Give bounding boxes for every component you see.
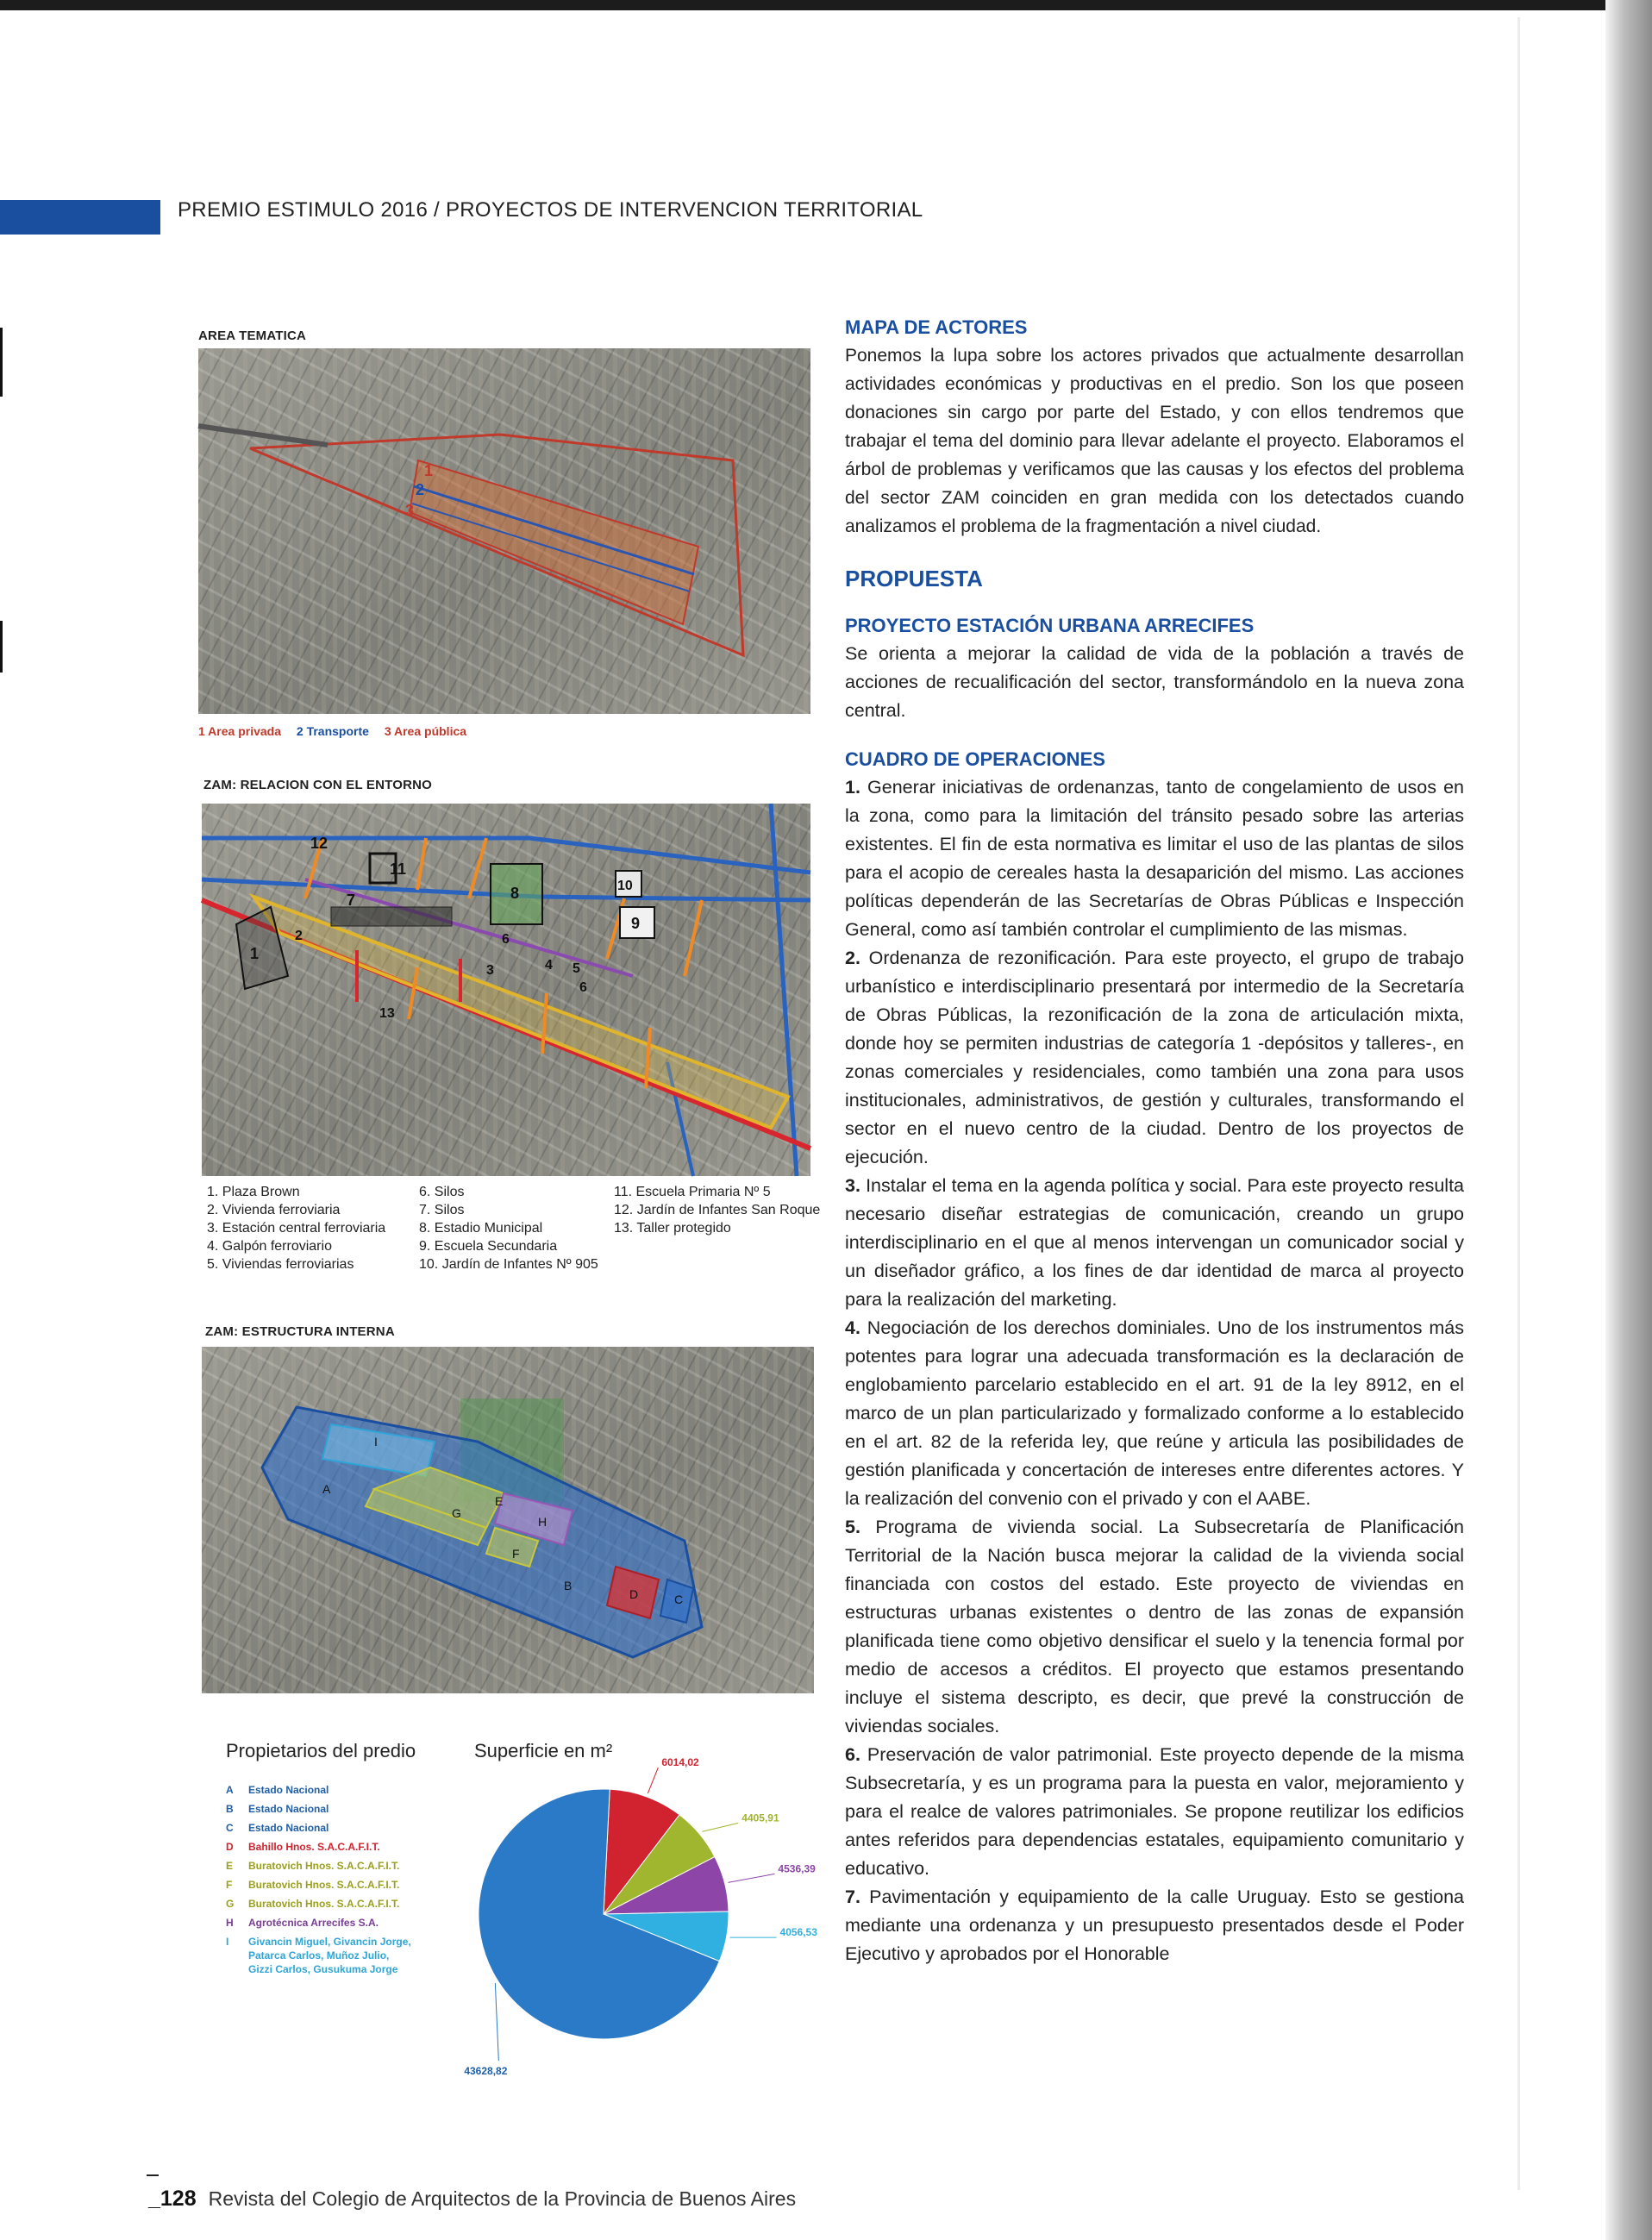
owner-letter: I bbox=[226, 1936, 229, 1948]
map-label-12: 12 bbox=[310, 835, 329, 852]
area-mark-2: 2 bbox=[416, 481, 425, 498]
owner-name: Agrotécnica Arrecifes S.A. bbox=[248, 1917, 379, 1929]
area-mark-3: 3 bbox=[405, 502, 415, 519]
owner-name: Buratovich Hnos. S.A.C.A.F.I.T. bbox=[248, 1860, 400, 1872]
operation-num: 7. bbox=[845, 1886, 860, 1907]
legend-label-area-privada: Area privada bbox=[208, 724, 281, 738]
figure-caption-relacion-entorno: ZAM: RELACION CON EL ENTORNO bbox=[203, 778, 433, 792]
legend-label-transporte: Transporte bbox=[306, 724, 369, 738]
heading-proyecto-estacion: PROYECTO ESTACIÓN URBANA ARRECIFES bbox=[845, 615, 1255, 636]
pie-value-label: 4056,53 bbox=[779, 1926, 817, 1939]
landmark-item: 7. Silos bbox=[419, 1203, 465, 1217]
operation-num: 5. bbox=[845, 1517, 860, 1537]
section-accent-bar bbox=[0, 200, 160, 235]
landmark-list-col3 bbox=[614, 1183, 820, 1237]
landmark-list-col1 bbox=[207, 1183, 385, 1273]
owner-row bbox=[226, 1935, 411, 1949]
operation-body: Pavimentación y equipamiento de la calle Uruguay. Esto se gestiona mediante una ordenanza y un presupuesto presentados desde el Poder Ejecutivo y aprobados por el Honorable bbox=[845, 1886, 1464, 1964]
operation-body: Generar iniciativas de ordenanzas, tanto de congelamiento de usos en la zona, como para la limitación del tránsito pesado sobre las arterias existentes. El fin de esta normativa es limitar el uso de las plantas de silos para el acopio de cereales hasta la desaparición del mismo. Las acciones políticas dependerán de las Secretarías de Obras Públicas e Inspección General, como así también controlar el cumplimiento de las mismas. bbox=[845, 777, 1464, 940]
operation-body: Instalar el tema en la agenda política y social. Para este proyecto resulta necesario diseñar estrategias de comunicación, creando un grupo interdisciplinario en el que al menos intervengan un comunicador social y un diseñador gráfico, a los fines de dar identidad de marca al proyecto para la realización del marketing. bbox=[845, 1175, 1464, 1310]
operation-body: Programa de vivienda social. La Subsecretaría de Planificación Territorial de la Nación busca mejorar la calidad de la vivienda social financiada con costos del estado. Este proyecto de viviendas en estructuras urbanas existentes o dentro de las zonas de expansión planificada tiene como objetivo densificar el suelo y la tenencia formal por medio de accesos a créditos. El proyecto que estamos presentando incluye el sistema descripto, es decir, que prevé la construcción de viviendas sociales. bbox=[845, 1517, 1464, 1736]
landmark-item: 9. Escuela Secundaria bbox=[419, 1239, 558, 1254]
page-gutter bbox=[1605, 0, 1652, 2240]
zone-label-d: D bbox=[629, 1587, 639, 1601]
owner-row bbox=[226, 1802, 329, 1816]
owner-letter: D bbox=[226, 1841, 234, 1853]
owner-row bbox=[226, 1859, 399, 1873]
owner-row bbox=[226, 1821, 329, 1835]
page-footer bbox=[148, 2187, 796, 2212]
pie-leader-line bbox=[728, 1874, 774, 1882]
operation-num: 4. bbox=[845, 1317, 860, 1338]
aerial-photo-area-tematica bbox=[198, 348, 810, 714]
map-label-6a: 6 bbox=[502, 932, 510, 947]
pie-title: Superficie en m² bbox=[474, 1740, 613, 1761]
operation-item bbox=[845, 944, 1464, 1172]
owner-name: Gizzi Carlos, Gusukuma Jorge bbox=[248, 1963, 398, 1975]
top-edge bbox=[0, 0, 1652, 10]
owner-name: Estado Nacional bbox=[248, 1784, 329, 1796]
page-fold-line bbox=[1517, 17, 1520, 2190]
operation-item bbox=[845, 1513, 1464, 1741]
operation-num: 6. bbox=[845, 1744, 860, 1765]
owner-name: Bahillo Hnos. S.A.C.A.F.I.T. bbox=[248, 1841, 380, 1853]
owner-row bbox=[226, 1897, 399, 1911]
pie-chart-superficie bbox=[431, 1756, 828, 2078]
margin-mark bbox=[0, 621, 3, 673]
pie-leader-line bbox=[648, 1768, 658, 1793]
running-header: PREMIO ESTIMULO 2016 / PROYECTOS DE INTERVENCION TERRITORIAL bbox=[178, 198, 923, 222]
owner-letter: C bbox=[226, 1822, 234, 1834]
operation-num: 2. bbox=[845, 948, 860, 968]
owner-letter: G bbox=[226, 1898, 235, 1910]
owner-letter: A bbox=[226, 1784, 234, 1796]
owner-name: Estado Nacional bbox=[248, 1822, 329, 1834]
pie-value-label: 4405,91 bbox=[742, 1811, 779, 1824]
map-label-10: 10 bbox=[617, 879, 633, 893]
owner-letter: F bbox=[226, 1879, 233, 1891]
page-number: _128 bbox=[148, 2187, 197, 2211]
area-legend bbox=[198, 724, 466, 738]
footer-rule bbox=[147, 2174, 159, 2176]
owner-name: Estado Nacional bbox=[248, 1803, 329, 1815]
map-label-3: 3 bbox=[486, 963, 494, 978]
owners-title: Propietarios del predio bbox=[226, 1740, 416, 1761]
operation-num: 1. bbox=[845, 777, 860, 798]
landmark-item: 10. Jardín de Infantes Nº 905 bbox=[419, 1257, 598, 1272]
landmark-item: 12. Jardín de Infantes San Roque bbox=[614, 1203, 821, 1217]
owner-row bbox=[226, 1878, 399, 1892]
margin-mark bbox=[0, 328, 3, 397]
owner-letter: B bbox=[226, 1803, 234, 1815]
pie-leader-line bbox=[495, 1983, 498, 2061]
landmark-item: 3. Estación central ferroviaria bbox=[207, 1221, 386, 1236]
landmark-item: 4. Galpón ferroviario bbox=[207, 1239, 332, 1254]
owner-row bbox=[226, 1916, 379, 1930]
figure-caption-estructura-interna: ZAM: ESTRUCTURA INTERNA bbox=[205, 1324, 395, 1339]
operation-body: Negociación de los derechos dominiales. Uno de los instrumentos más potentes para lograr una adecuada transformación es la declaración de englobamiento parcelario establecido en el art. 91 de la ley 8912, en el marco de un plan particularizado y formalizado conforme a lo establecido en el art. 82 de la referida ley, que reúne y articula las posibilidades de gestión planificada y concertación de intereses entre diferentes actores. Y la realización del convenio con el privado y con el AABE. bbox=[845, 1317, 1464, 1509]
pie-leader-line bbox=[702, 1823, 738, 1831]
heading-propuesta: PROPUESTA bbox=[845, 566, 983, 591]
zone-label-e: E bbox=[495, 1494, 504, 1508]
owner-name: Patarca Carlos, Muñoz Julio, bbox=[248, 1949, 390, 1962]
heading-mapa-de-actores: MAPA DE ACTORES bbox=[845, 316, 1028, 338]
figure-caption-area-tematica: AREA TEMATICA bbox=[198, 328, 307, 343]
owner-name: Buratovich Hnos. S.A.C.A.F.I.T. bbox=[248, 1879, 400, 1891]
pie-value-label: 4536,39 bbox=[778, 1862, 816, 1875]
map-label-8: 8 bbox=[510, 885, 520, 902]
legend-num-3: 3 bbox=[384, 724, 391, 738]
landmark-item: 2. Vivienda ferroviaria bbox=[207, 1203, 341, 1217]
pie-value-label: 6014,02 bbox=[661, 1756, 699, 1769]
map-label-11: 11 bbox=[390, 860, 407, 878]
landmark-item: 8. Estadio Municipal bbox=[419, 1221, 543, 1236]
zone-label-b: B bbox=[564, 1579, 573, 1592]
operation-item bbox=[845, 773, 1464, 944]
article-column bbox=[845, 314, 1464, 1968]
zone-label-c: C bbox=[674, 1592, 684, 1606]
aerial-photo-relacion-entorno bbox=[202, 804, 810, 1176]
aerial-photo-estructura-interna bbox=[202, 1347, 814, 1693]
landmark-list-col2 bbox=[419, 1183, 598, 1273]
map-label-9: 9 bbox=[631, 915, 641, 932]
operation-item bbox=[845, 1314, 1464, 1513]
zone-label-a: A bbox=[322, 1482, 331, 1496]
owner-name: Givancin Miguel, Givancin Jorge, bbox=[248, 1936, 411, 1948]
map-label-5: 5 bbox=[573, 961, 580, 976]
paragraph-proyecto-estacion: Se orienta a mejorar la calidad de vida de la población a través de acciones de recualificación del sector, transformándolo en la nueva zona central. bbox=[845, 643, 1464, 721]
area-mark-1: 1 bbox=[424, 462, 434, 479]
map-label-4: 4 bbox=[545, 958, 553, 973]
landmark-item: 5. Viviendas ferroviarias bbox=[207, 1257, 354, 1272]
landmark-item: 11. Escuela Primaria Nº 5 bbox=[614, 1185, 771, 1199]
zone-label-i: I bbox=[374, 1435, 378, 1448]
owner-name: Buratovich Hnos. S.A.C.A.F.I.T. bbox=[248, 1898, 400, 1910]
zone-label-h: H bbox=[538, 1515, 548, 1529]
pie-value-label: 43628,82 bbox=[464, 2065, 508, 2078]
map-label-7: 7 bbox=[347, 892, 356, 909]
map-label-1: 1 bbox=[250, 945, 260, 962]
map-label-6b: 6 bbox=[579, 980, 587, 995]
legend-label-area-publica: Area pública bbox=[394, 724, 467, 738]
landmark-item: 13. Taller protegido bbox=[614, 1221, 731, 1236]
operation-body: Preservación de valor patrimonial. Este proyecto depende de la misma Subsecretaría, y es un programa para la puesta en valor, mejoramiento y para el realce de valores patrimoniales. Se propone reutilizar los edificios antes referidos para dependencias estatales, equipamiento comunitario y educativo. bbox=[845, 1744, 1464, 1879]
operation-num: 3. bbox=[845, 1175, 860, 1196]
owner-row bbox=[226, 1840, 380, 1854]
legend-num-1: 1 bbox=[198, 724, 205, 738]
heading-cuadro-operaciones: CUADRO DE OPERACIONES bbox=[845, 748, 1105, 770]
paragraph-mapa-de-actores: Ponemos la lupa sobre los actores privados que actualmente desarrollan actividades económicas y productivas en el predio. Son los que poseen donaciones sin cargo por parte del Estado, y con ellos tendremos que trabajar el tema del dominio para llevar adelante el proyecto. Elaboramos el árbol de problemas y verificamos que las causas y los efectos del problema del sector ZAM coinciden en gran medida con los detectados cuando analizamos el problema de la fragmentación a nivel ciudad. bbox=[845, 346, 1464, 536]
operation-body: Ordenanza de rezonificación. Para este proyecto, el grupo de trabajo urbanístico e interdisciplinario presentará por intermedio de la Secretaría de Obras Públicas, la rezonificación de la zona de articulación mixta, donde hoy se permiten industrias de categoría 1 -depósitos y talleres-, en zonas comerciales y residenciales, como también una zona para usos institucionales, administrativos, de gestión y culturales, transformando el sector en el nuevo centro de la ciudad. Dentro de los proyectos de ejecución. bbox=[845, 948, 1464, 1167]
owner-letter: H bbox=[226, 1917, 234, 1929]
legend-num-2: 2 bbox=[296, 724, 303, 738]
map-label-13: 13 bbox=[379, 1006, 395, 1021]
journal-name: Revista del Colegio de Arquitectos de la Provincia de Buenos Aires bbox=[208, 2187, 797, 2210]
owner-letter: E bbox=[226, 1860, 234, 1872]
landmark-item: 1. Plaza Brown bbox=[207, 1185, 300, 1199]
landmark-item: 6. Silos bbox=[419, 1185, 465, 1199]
zone-label-f: F bbox=[512, 1547, 520, 1561]
owner-row bbox=[226, 1949, 389, 1962]
operation-item bbox=[845, 1172, 1464, 1314]
owner-row bbox=[226, 1783, 329, 1797]
map-label-2: 2 bbox=[295, 929, 303, 943]
owner-row bbox=[226, 1962, 397, 1976]
operation-item bbox=[845, 1741, 1464, 1883]
operation-item bbox=[845, 1883, 1464, 1968]
zone-label-g: G bbox=[452, 1506, 461, 1520]
